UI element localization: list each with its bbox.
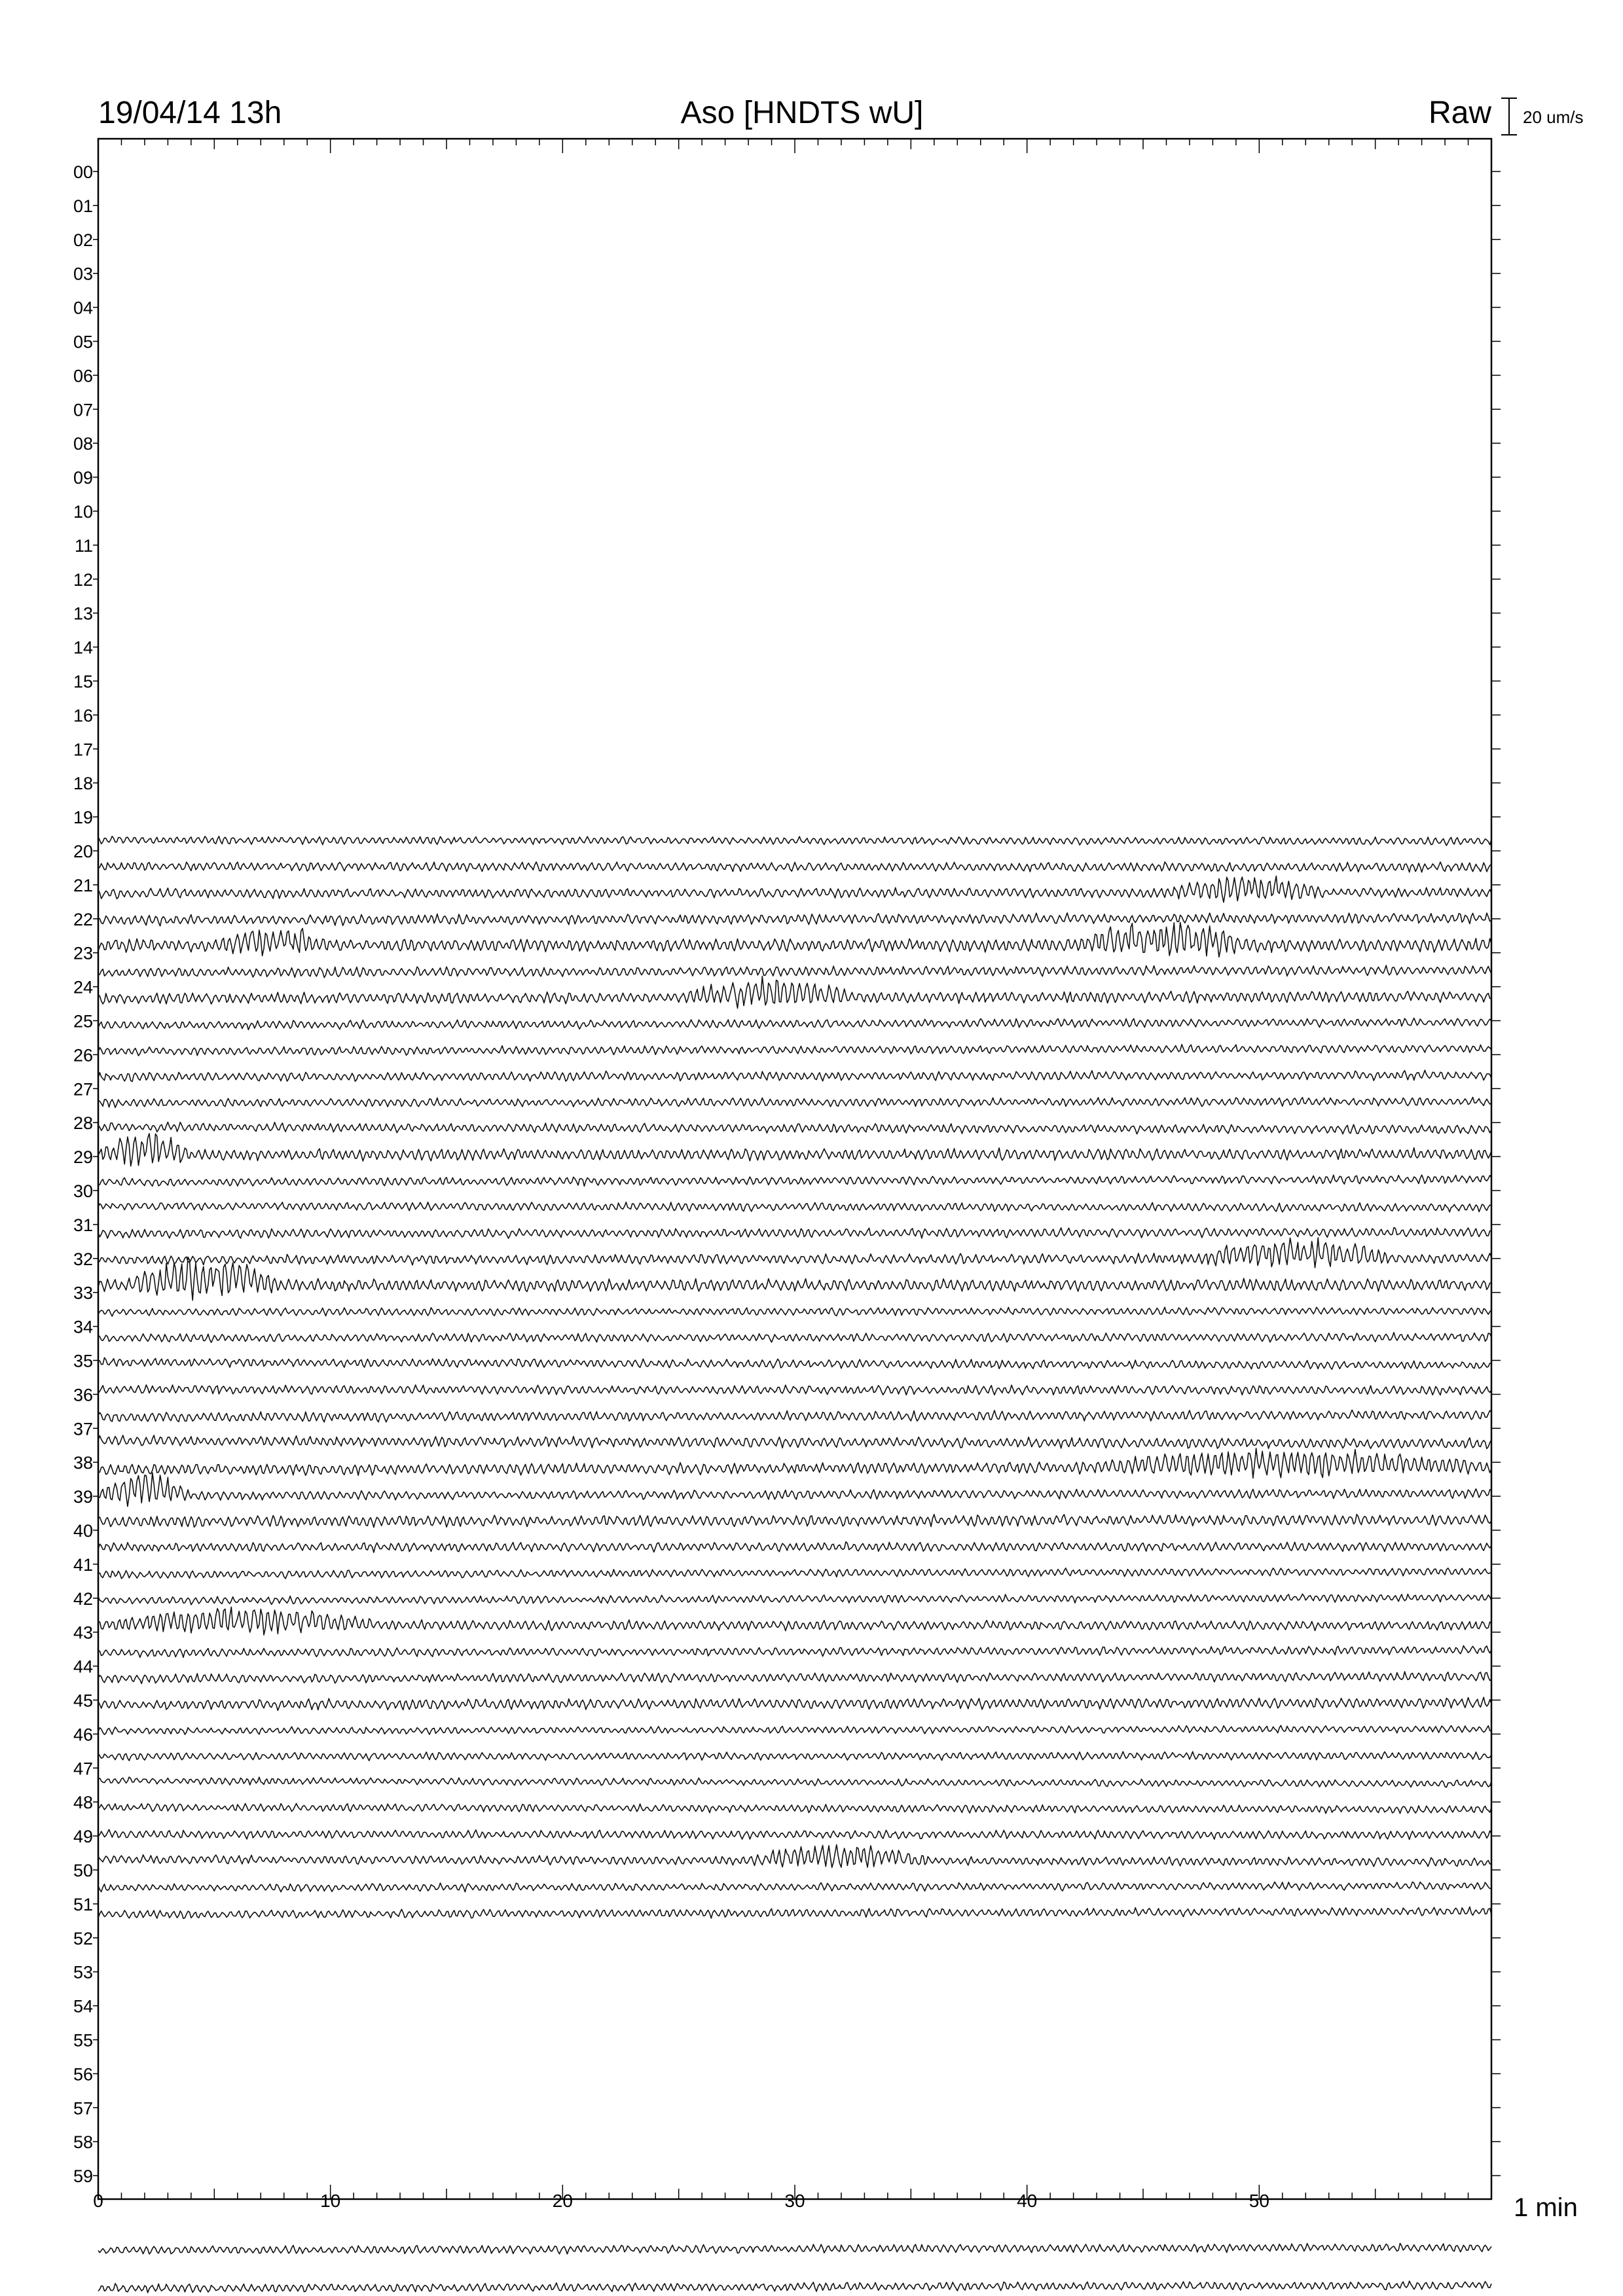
trace-line: [98, 1385, 1491, 1395]
y-tick-label: 26: [73, 1045, 93, 1066]
x-tick-label: 50: [1249, 2191, 1269, 2211]
y-tick-label: 24: [73, 977, 93, 997]
second-tick-labels: [93, 2191, 1269, 2211]
y-tick-label: 16: [73, 706, 93, 726]
y-tick-label: 15: [73, 672, 93, 692]
chart-title: Aso [HNDTS wU]: [680, 96, 924, 130]
y-tick-label: 27: [73, 1079, 93, 1100]
x-tick-label: 0: [93, 2191, 103, 2211]
trace-line: [98, 1333, 1491, 1342]
scale-label: 20 um/s: [1523, 107, 1584, 127]
y-tick-label: 35: [73, 1351, 93, 1371]
x-axis-unit: 1 min: [1514, 2193, 1578, 2222]
y-tick-label: 39: [73, 1487, 93, 1507]
y-tick-label: 38: [73, 1453, 93, 1473]
trace-line: [98, 862, 1491, 872]
trace-line: [98, 1751, 1491, 1761]
y-tick-label: 29: [73, 1147, 93, 1168]
y-tick-label: 49: [73, 1827, 93, 1847]
trace-line: [98, 1435, 1491, 1449]
y-tick-label: 36: [73, 1385, 93, 1405]
trace-line: [98, 922, 1491, 957]
y-tick-label: 45: [73, 1691, 93, 1711]
trace-line: [98, 1473, 1491, 1507]
trace-line: [98, 2281, 1491, 2293]
seismic-traces: [98, 836, 1491, 2296]
y-tick-label: 53: [73, 1962, 93, 1982]
trace-line: [98, 1357, 1491, 1369]
y-tick-label: 21: [73, 875, 93, 895]
y-tick-label: 03: [73, 264, 93, 284]
trace-line: [98, 1018, 1491, 1030]
y-tick-label: 33: [73, 1283, 93, 1303]
trace-line: [98, 913, 1491, 926]
x-tick-label: 30: [784, 2191, 805, 2211]
y-tick-label: 46: [73, 1725, 93, 1745]
y-tick-label: 48: [73, 1793, 93, 1813]
y-tick-label: 42: [73, 1588, 93, 1609]
trace-line: [98, 1697, 1491, 1710]
y-tick-label: 51: [73, 1894, 93, 1914]
trace-line: [98, 1134, 1491, 1166]
y-tick-label: 41: [73, 1554, 93, 1575]
y-tick-label: 56: [73, 2064, 93, 2085]
y-tick-label: 43: [73, 1623, 93, 1643]
y-tick-label: 20: [73, 842, 93, 861]
y-tick-label: 04: [73, 298, 93, 318]
trace-line: [98, 1257, 1491, 1300]
y-tick-label: 05: [73, 332, 93, 352]
trace-line: [98, 1070, 1491, 1081]
y-tick-label: 50: [73, 1861, 93, 1880]
y-tick-label: 01: [73, 196, 93, 216]
y-tick-label: 13: [73, 603, 93, 624]
trace-line: [98, 1307, 1491, 1316]
y-tick-label: 44: [73, 1657, 93, 1677]
y-tick-label: 59: [73, 2166, 93, 2187]
y-tick-label: 31: [73, 1215, 93, 1235]
trace-line: [98, 1515, 1491, 1528]
y-tick-label: 37: [73, 1419, 93, 1439]
y-tick-label: 08: [73, 434, 93, 454]
trace-line: [98, 1594, 1491, 1605]
trace-line: [98, 1045, 1491, 1056]
trace-line: [98, 1882, 1491, 1892]
header-datetime: 19/04/14 13h: [98, 96, 282, 130]
y-tick-label: 00: [73, 162, 93, 182]
trace-line: [98, 1568, 1491, 1579]
y-tick-label: 12: [73, 569, 93, 590]
header-mode: Raw: [1428, 96, 1491, 130]
trace-line: [98, 1175, 1491, 1186]
y-tick-label: 57: [73, 2098, 93, 2119]
y-tick-label: 18: [73, 774, 93, 794]
y-tick-label: 22: [73, 909, 93, 929]
y-tick-label: 02: [73, 230, 93, 250]
trace-line: [98, 1829, 1491, 1839]
trace-line: [98, 1410, 1491, 1422]
top-tick-marks: [98, 139, 1491, 153]
y-tick-label: 34: [73, 1317, 93, 1337]
trace-line: [98, 1122, 1491, 1134]
trace-line: [98, 1448, 1491, 1479]
y-tick-label: 11: [74, 535, 93, 556]
y-tick-label: 09: [73, 468, 93, 488]
trace-line: [98, 1672, 1491, 1683]
y-tick-label: 54: [73, 1996, 93, 2017]
trace-line: [98, 836, 1491, 846]
trace-line: [98, 1542, 1491, 1552]
trace-line: [98, 1097, 1491, 1107]
y-tick-label: 07: [73, 400, 93, 420]
amplitude-scale-bar: [1501, 98, 1517, 135]
trace-line: [98, 1607, 1491, 1635]
trace-line: [98, 2243, 1491, 2254]
x-tick-label: 20: [552, 2191, 573, 2211]
trace-line: [98, 1238, 1491, 1268]
y-tick-label: 25: [73, 1011, 93, 1031]
minute-row-labels: [73, 162, 1501, 2186]
trace-line: [98, 876, 1491, 903]
y-tick-label: 30: [73, 1181, 93, 1201]
trace-line: [98, 1228, 1491, 1239]
y-tick-label: 28: [73, 1113, 93, 1134]
y-tick-label: 52: [73, 1928, 93, 1948]
x-tick-label: 10: [320, 2191, 341, 2211]
y-tick-label: 47: [73, 1759, 93, 1779]
trace-line: [98, 1907, 1491, 1918]
y-tick-label: 40: [73, 1521, 93, 1541]
trace-line: [98, 1725, 1491, 1734]
y-tick-label: 10: [73, 502, 93, 522]
x-tick-label: 40: [1017, 2191, 1038, 2211]
y-tick-label: 32: [73, 1249, 93, 1269]
trace-line: [98, 977, 1491, 1009]
trace-line: [98, 1777, 1491, 1787]
trace-line: [98, 1845, 1491, 1868]
trace-line: [98, 1804, 1491, 1814]
trace-line: [98, 1202, 1491, 1212]
y-tick-label: 06: [73, 366, 93, 386]
trace-line: [98, 1645, 1491, 1657]
y-tick-label: 19: [73, 808, 93, 828]
y-tick-label: 55: [73, 2030, 93, 2051]
y-tick-label: 23: [73, 943, 93, 963]
trace-line: [98, 965, 1491, 978]
y-tick-label: 58: [73, 2132, 93, 2153]
y-tick-label: 14: [73, 637, 93, 658]
y-tick-label: 17: [73, 740, 93, 760]
